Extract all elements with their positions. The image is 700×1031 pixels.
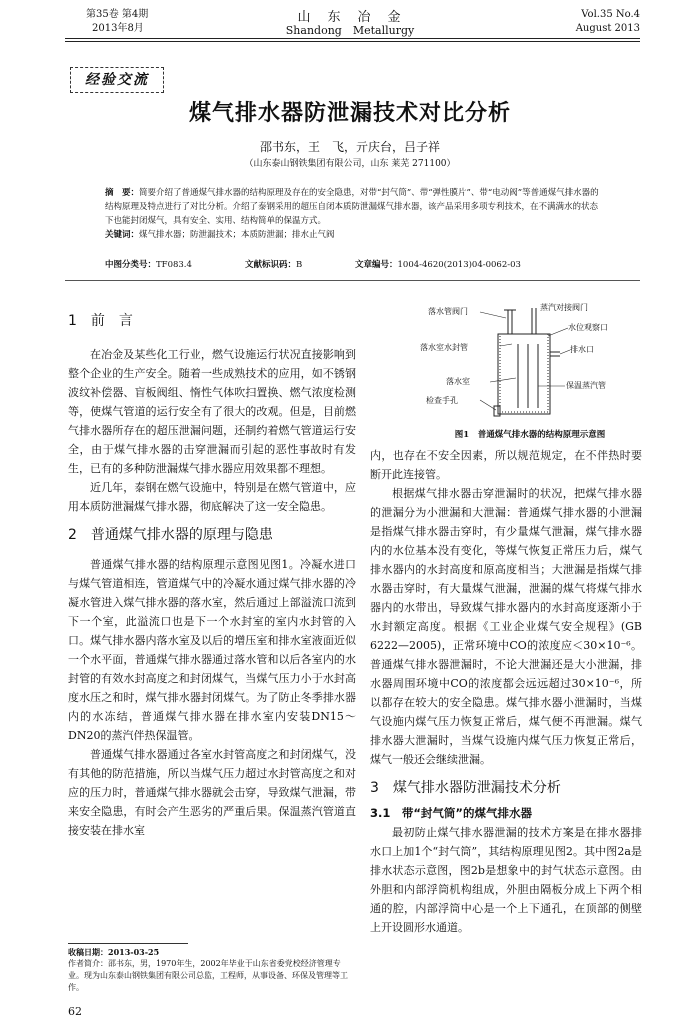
s2-paragraph-2: 普通煤气排水器通过各室水封管高度之和封闭煤气，没有其他的防范措施，所以当煤气压力超过水封管高度之和对应的压力时，普通煤气排水器就会击穿，导致煤气泄漏，带来安全隐患，有时会产生恶劣的严重后果。保温蒸汽管道直接安装在排水室 <box>68 748 356 837</box>
keywords-label: 关键词： <box>105 230 140 240</box>
figure-1-caption: 图1 普通煤气排水器的结构原理示意图 <box>454 430 606 440</box>
art-value: 1004-4620(2013)04-0062-03 <box>397 260 521 270</box>
author-bio: 作者简介：邵书东，男，1970年生，2002年毕业于山东省委党校经济管理专业。现为山东泰山钢铁集团有限公司总监，工程师，从事设备、环保及管理等工作。 <box>68 959 348 992</box>
footnote <box>68 946 356 994</box>
header-date: 2013年8月 <box>92 23 144 34</box>
journal-title: 山 东 冶 金 <box>297 10 403 25</box>
label-level-port: 水位观察口 <box>568 323 608 332</box>
section-3-1-title: 3.1 带“封气筒”的煤气排水器 <box>370 806 532 820</box>
clc <box>105 258 192 270</box>
figure-1 <box>420 300 640 440</box>
left-column <box>68 312 356 840</box>
label-steam-valve: 蒸汽对接阀门 <box>540 303 588 312</box>
page-number: 62 <box>68 1005 82 1018</box>
affiliation: （山东泰山钢铁集团有限公司，山东 莱芜 271100） <box>244 159 456 169</box>
doc-code <box>245 258 302 270</box>
r-paragraph-1: 根据煤气排水器击穿泄漏时的状况，把煤气排水器的泄漏分为小泄漏和大泄漏：普通煤气排水器的小泄漏是指煤气排水器击穿时，有少量煤气泄漏，煤气排水器内的水位基本没有变化，等煤气恢复正常压力后，煤气排水器内的水封高度和原高度相当；大泄漏是指煤气排水器击穿时，有大量煤气泄漏，泄漏的煤气将煤气排水器内的水带出，导致煤气排水器内的水封高度逐渐小于水封额定高度。根据《工业企业煤气安全规程》(GB 6222—2005)，正常环境中CO的浓度应＜30×10⁻⁶。普通煤气排水器泄漏时，不论大泄漏还是大小泄漏，排水器周围环境中CO的浓度都会远远超过30×10⁻⁶，所以都存在较大的安全隐患。煤气排水器小泄漏时，当煤气设施内煤气压力恢复正常后，煤气便不再泄漏。煤气排水器大泄漏时，当煤气设施内煤气压力恢复正常后，煤气一般还会继续泄漏。 <box>370 487 642 766</box>
s2-paragraph-1: 普通煤气排水器的结构原理示意图见图1。冷凝水进口与煤气管道相连，管道煤气中的冷凝水通过煤气排水器的冷凝水管进入煤气排水器的落水室，然后通过上部溢流口流到下一个室，此溢流口也是下一个水封室的室内水封管的入口。煤气排水器内落水室及以后的增压室和排水室液面近似一个水平面，普通煤气排水器通过落水管和以后各室内的水封管的有效水封高度之和封闭煤气，当煤气压力小于水封高度水压之和时，煤气排水器封闭煤气。为了防止冬季排水器内的水冻结，普通煤气排水器在排水室内安装DN15～DN20的蒸汽伴热保温管。 <box>68 558 356 742</box>
abstract <box>105 186 605 242</box>
s1-paragraph-1: 在冶金及某些化工行业，燃气设施运行状况直接影响到整个企业的生产安全。随着一些成熟技术的应用，如不锈钢波纹补偿器、盲板阀组、惰性气体吹扫置换、燃气浓度检测等，使煤气管道的运行安全有了很大的改观。但是，目前燃气排水器所存在的超压泄漏问题，还制约着燃气管道运行安全，由于煤气排水器的击穿泄漏而引起的恶性事故时有发生，已有的多种防泄漏煤气排水器应用效果都不理想。 <box>68 348 356 475</box>
label-drop-room: 落水室 <box>446 377 470 386</box>
section-2-title: 2 普通煤气排水器的原理与隐患 <box>68 527 273 543</box>
section-tag: 经验交流 <box>70 67 164 93</box>
clc-label: 中图分类号： <box>105 260 157 270</box>
abstract-text: 简要介绍了普通煤气排水器的结构原理及存在的安全隐患，对带“封气筒”、带“弹性膜片”、带“电动阀”等普通煤气排水器的结构原理及特点进行了对比分析。介绍了泰钢采用的超压自闭本质防泄漏煤气排水器，该产品采用多项专利技术，在不满满水的状态下也能封闭煤气，具有安全、实用、结构简单的保温方式。 <box>105 188 599 226</box>
article-number <box>355 258 521 270</box>
header-vol-en: Vol.35 No.4 <box>581 9 640 20</box>
label-drop-valve: 落水管阀门 <box>428 307 468 316</box>
doc-value: B <box>296 260 303 270</box>
doc-label: 文献标识码： <box>245 260 297 270</box>
authors: 邵书东，王 飞，亓庆台，吕子祥 <box>259 140 440 154</box>
art-label: 文章编号： <box>355 260 398 270</box>
label-drain: 排水口 <box>570 345 594 354</box>
header-rule <box>65 38 640 39</box>
article-title: 煤气排水器防泄漏技术对比分析 <box>188 101 511 126</box>
received-date: 收稿日期：2013-03-25 <box>68 947 160 957</box>
header-volume: 第35卷 第4期 <box>86 9 149 20</box>
section-3-title: 3 煤气排水器防泄漏技术分析 <box>370 780 561 796</box>
right-column <box>370 446 642 937</box>
clc-value: TF083.4 <box>156 260 192 270</box>
section-1-title: 1 前 言 <box>68 313 133 329</box>
r-paragraph-0: 内，也存在不安全因素，所以规范规定，在不伴热时要断开此连接管。 <box>370 449 642 481</box>
abstract-rule <box>65 280 640 281</box>
s1-paragraph-2: 近几年，泰钢在燃气设施中，特别是在燃气管道中，应用本质防泄漏煤气排水器，彻底解决了这一安全隐患。 <box>68 481 356 513</box>
header-rule-2 <box>65 41 640 42</box>
figure-1-diagram <box>420 300 640 425</box>
journal-title-en: Shandong Metallurgy <box>285 24 415 37</box>
s31-paragraph-1: 最初防止煤气排水器泄漏的技术方案是在排水器排水口上加1个“封气筒”，其结构原理见图2。其中图2a是排水状态示意图，图2b是想象中的封气状态示意图。由外胆和内部浮筒机构组成，外胆由隔板分成上下两个相通的腔，内部浮筒中心是一个上下通孔，在顶部的侧壁上开设圆形水通道。 <box>370 826 642 934</box>
label-seal-pipe: 落水室水封管 <box>420 343 468 352</box>
abstract-label: 摘 要： <box>105 188 140 198</box>
label-hand-hole: 检查手孔 <box>426 396 458 405</box>
header-date-en: August 2013 <box>575 23 640 34</box>
keywords: 煤气排水器；防泄漏技术；本质防泄漏；排水止气阀 <box>139 230 335 240</box>
footnote-rule <box>68 943 188 944</box>
label-steam-pipe: 保温蒸汽管 <box>566 381 606 390</box>
